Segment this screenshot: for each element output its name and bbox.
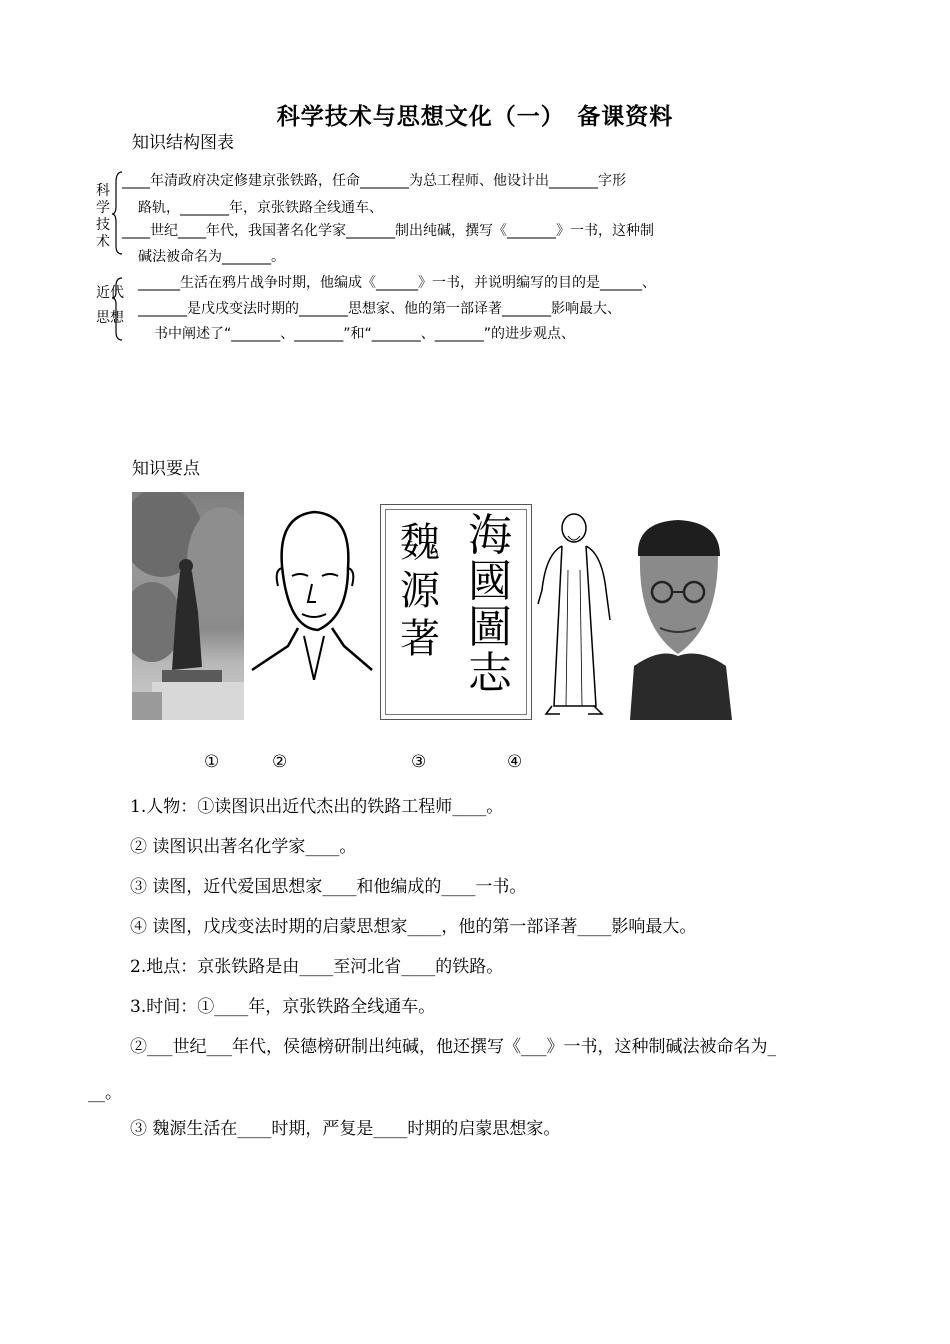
question-people-1: 1.人物：①读图识出近代杰出的铁路工程师____。 — [130, 797, 504, 817]
structure-line-4: 碱法被命名为_______。 — [138, 249, 285, 265]
label-science-1: 科 — [96, 183, 110, 199]
question-place: 2.地点：京张铁路是由____至河北省____的铁路。 — [130, 957, 504, 977]
label-thought-1: 近代 — [96, 285, 124, 301]
question-time-2: ②___世纪___年代，侯德榜研制出纯碱，他还撰写《___》一书，这种制碱法被命名为_ — [130, 1037, 776, 1057]
seal-author-1: 魏 — [400, 520, 440, 566]
seal-char-4: 志 — [468, 648, 512, 699]
structure-line-3: ____世纪____年代，我国著名化学家_______制出纯碱，撰写《_______》一书，这种制 — [122, 223, 654, 239]
label-science-2: 学 — [96, 200, 110, 216]
portrait-photo — [620, 516, 740, 720]
figure-number-3: ③ — [411, 752, 427, 772]
book-cover-seal-script — [380, 504, 532, 720]
seal-author-2: 源 — [400, 568, 440, 614]
structure-heading: 知识结构图表 — [132, 133, 234, 153]
statue-photo — [132, 492, 244, 720]
question-people-2: ② 读图识出著名化学家____。 — [130, 837, 357, 857]
figure-number-1: ① — [204, 752, 220, 772]
document-title: 科学技术与思想文化（一） 备课资料 — [276, 104, 674, 130]
seal-char-1: 海 — [468, 510, 512, 561]
portrait-sketch — [248, 506, 376, 680]
label-thought-2: 思想 — [96, 310, 124, 326]
seal-char-3: 圖 — [468, 602, 512, 653]
seal-author-3: 著 — [400, 616, 440, 662]
structure-line-1: ____年清政府决定修建京张铁路，任命_______为总工程师、他设计出_______字形 — [122, 173, 626, 189]
figure-number-2: ② — [272, 752, 288, 772]
seal-char-2: 國 — [468, 556, 512, 607]
label-science-3: 技 — [96, 217, 110, 233]
structure-line-5: ______生活在鸦片战争时期，他编成《______》一书，并说明编写的目的是______、 — [138, 275, 656, 291]
structure-line-6: _______是戊戌变法时期的_______思想家、他的第一部译著_______影响最大、 — [138, 301, 621, 317]
question-time-3: ③ 魏源生活在____时期，严复是____时期的启蒙思想家。 — [130, 1119, 561, 1139]
question-time-1: 3.时间：①____年，京张铁路全线通车。 — [130, 997, 436, 1017]
label-science-4: 术 — [96, 234, 110, 250]
question-people-3: ③ 读图，近代爱国思想家____和他编成的____一书。 — [130, 877, 527, 897]
question-people-4: ④ 读图，戊戌变法时期的启蒙思想家____，他的第一部译著____影响最大。 — [130, 917, 697, 937]
structure-line-2: 路轨，_______年，京张铁路全线通车、 — [138, 200, 383, 216]
key-points-heading: 知识要点 — [132, 459, 200, 479]
structure-line-7: 书中阐述了“_______、_______”和“_______、_______”的进步观点、 — [154, 326, 576, 342]
question-time-2-continued: __。 — [88, 1083, 122, 1103]
figure-number-4: ④ — [507, 752, 523, 772]
standing-figure-sketch — [532, 510, 618, 718]
